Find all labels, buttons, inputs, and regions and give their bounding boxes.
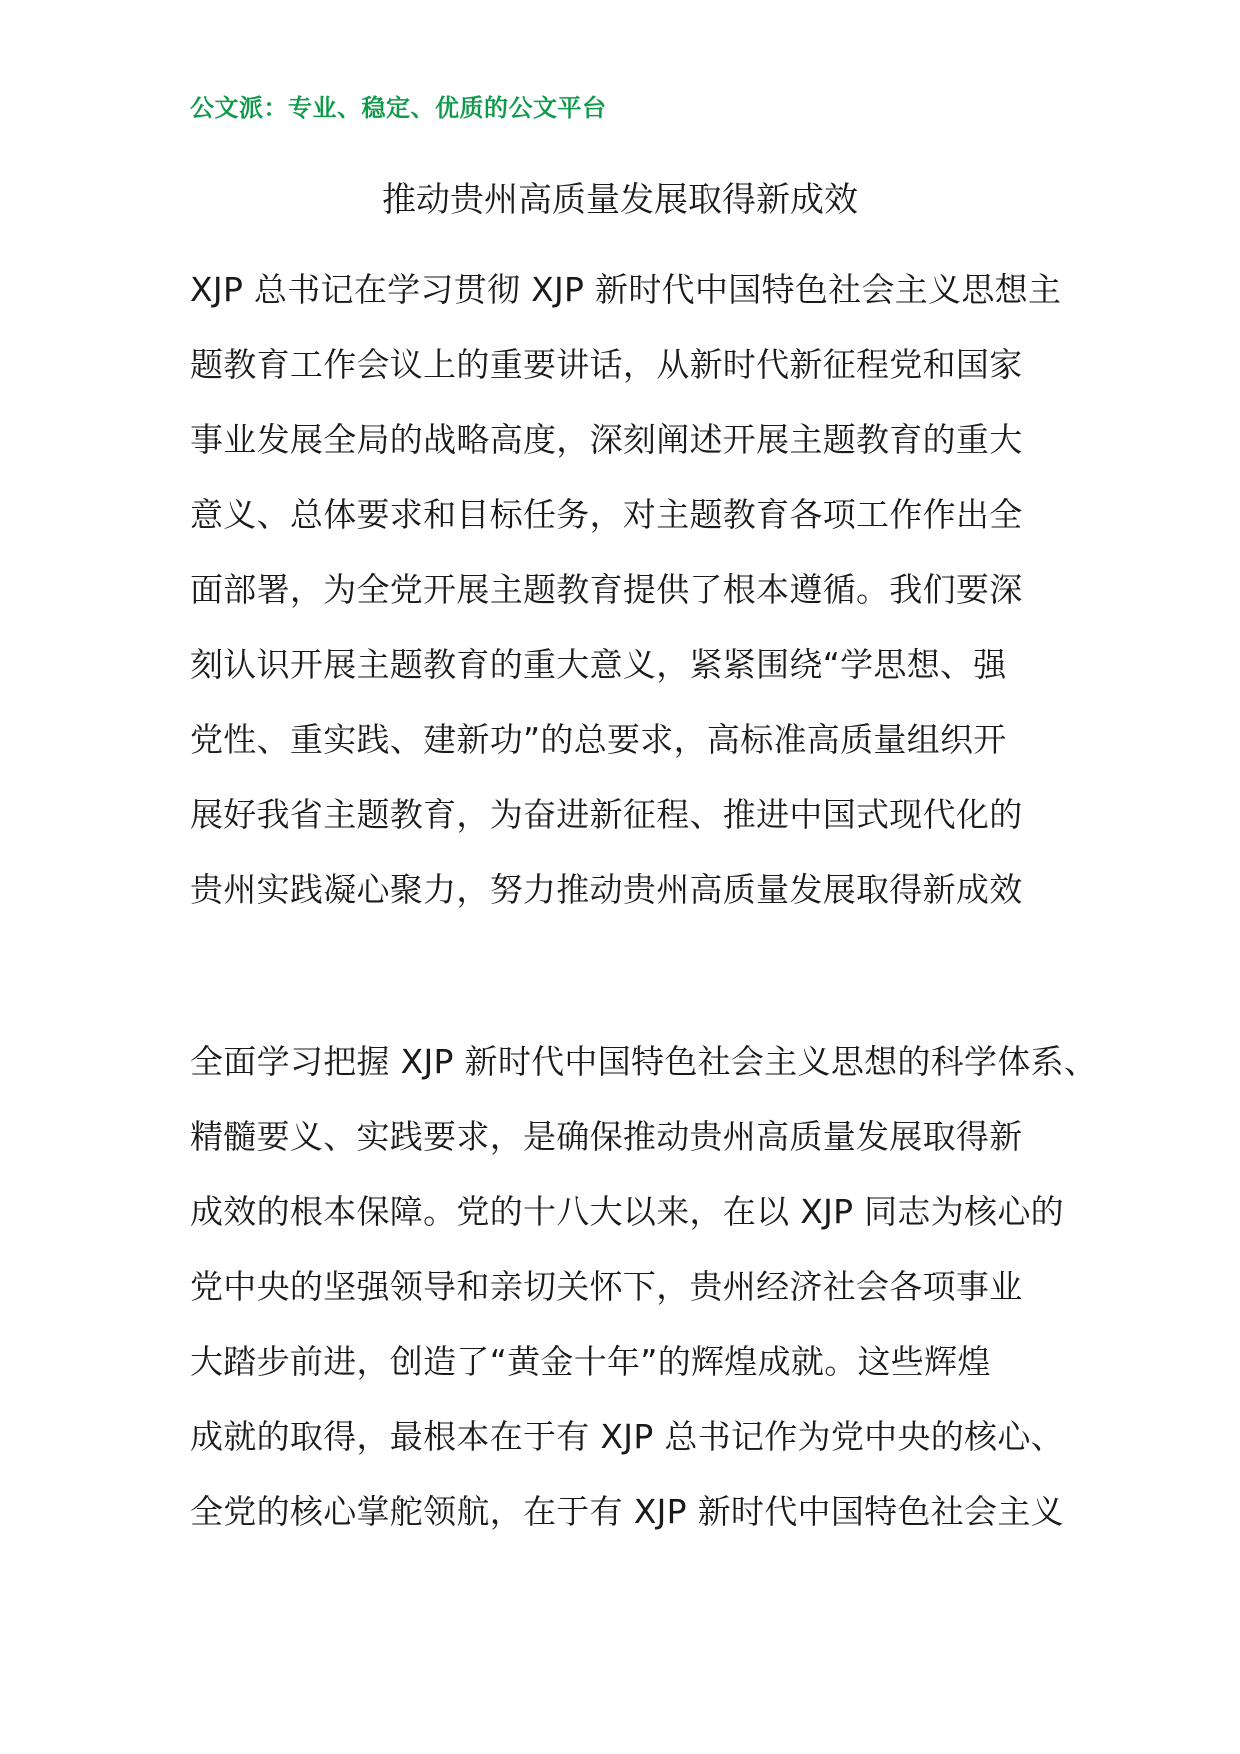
paragraph-line: 题教育工作会议上的重要讲话，从新时代新征程党和国家 — [190, 345, 1023, 384]
paragraph-line: 贵州实践凝心聚力，努力推动贵州高质量发展取得新成效 — [190, 870, 1023, 909]
paragraph-line: 党性、重实践、建新功”的总要求，高标准高质量组织开 — [190, 720, 1007, 759]
paragraph-line: 展好我省主题教育，为奋进新征程、推进中国式现代化的 — [190, 795, 1023, 834]
paragraph-line: 大踏步前进，创造了“黄金十年”的辉煌成就。这些辉煌 — [190, 1342, 991, 1381]
paragraph-line: 事业发展全局的战略高度，深刻阐述开展主题教育的重大 — [190, 420, 1023, 459]
paragraph-line: 刻认识开展主题教育的重大意义，紧紧围绕“学思想、强 — [190, 645, 1007, 684]
platform-header: 公文派：专业、稳定、优质的公文平台 — [190, 94, 607, 122]
paragraph-line: 意义、总体要求和目标任务，对主题教育各项工作作出全 — [190, 495, 1023, 534]
paragraph-line: 面部署，为全党开展主题教育提供了根本遵循。我们要深 — [190, 570, 1023, 609]
document-title: 推动贵州高质量发展取得新成效 — [382, 180, 858, 220]
paragraph-line: 成就的取得，最根本在于有 XJP 总书记作为党中央的核心、 — [190, 1417, 1064, 1456]
paragraph-line: 精髓要义、实践要求，是确保推动贵州高质量发展取得新 — [190, 1117, 1023, 1156]
paragraph-2 — [190, 1024, 1098, 1549]
paragraph-line: XJP 总书记在学习贯彻 XJP 新时代中国特色社会主义思想主 — [190, 270, 1062, 309]
paragraph-line: 全面学习把握 XJP 新时代中国特色社会主义思想的科学体系、 — [190, 1042, 1098, 1081]
paragraph-1 — [190, 252, 1070, 927]
paragraph-line: 成效的根本保障。党的十八大以来，在以 XJP 同志为核心的 — [190, 1192, 1064, 1231]
paragraph-line: 全党的核心掌舵领航，在于有 XJP 新时代中国特色社会主义 — [190, 1492, 1064, 1531]
paragraph-line: 党中央的坚强领导和亲切关怀下，贵州经济社会各项事业 — [190, 1267, 1023, 1306]
